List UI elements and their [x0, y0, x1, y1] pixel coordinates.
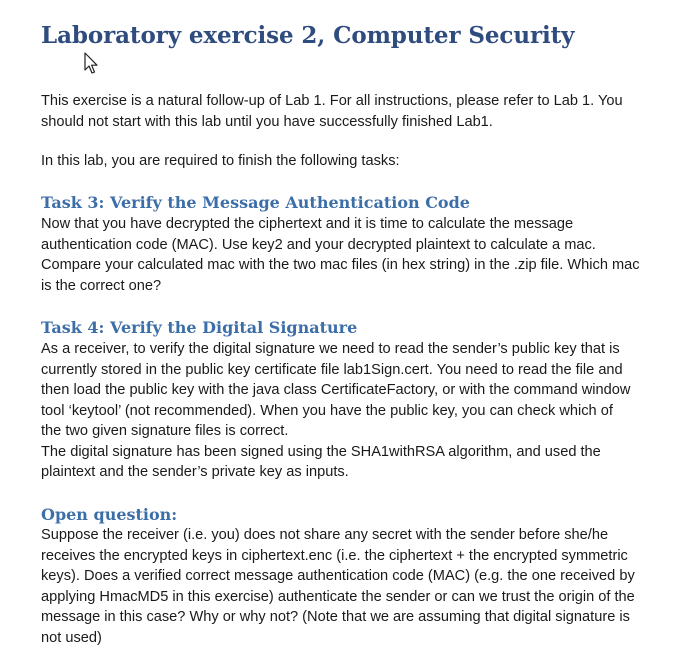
task3-line: is the correct one? — [41, 277, 162, 294]
open-question-heading: Open question: — [41, 505, 178, 524]
task3-line: Compare your calculated mac with the two mac files (in hex string) in the .zip file. Which mac — [41, 257, 640, 273]
task3-line: authentication code (MAC). Use key2 and your decrypted plaintext to calculate a mac. — [41, 236, 596, 253]
task3-paragraph — [41, 214, 691, 296]
task4-line: the two given signature files is correct. — [41, 423, 289, 439]
open-question-line: applying HmacMD5 in this exercise) authenticate the sender or can we trust the origin of the — [41, 588, 635, 605]
open-question-line: receives the encrypted keys in ciphertext.enc (i.e. the ciphertext + the encrypted symmetric — [41, 547, 628, 564]
task4-line: The digital signature has been signed using the SHA1withRSA algorithm, and used the — [41, 443, 601, 460]
task4-line: then load the public key with the java class CertificateFactory, or with the command window — [41, 382, 631, 398]
intro-line: This exercise is a natural follow-up of Lab 1. For all instructions, please refer to Lab 1. You — [41, 93, 623, 109]
task4-paragraph — [41, 339, 691, 483]
open-question-line: message in this case? Why or why not? (Note that we are assuming that digital signature is — [41, 609, 630, 625]
lead-paragraph: In this lab, you are required to finish the following tasks: — [41, 153, 400, 169]
task4-heading: Task 4: Verify the Digital Signature — [41, 318, 358, 337]
intro-line: should not start with this lab until you have successfully finished Lab1. — [41, 113, 493, 130]
task3-line: Now that you have decrypted the ciphertext and it is time to calculate the message — [41, 216, 574, 232]
task4-line: currently stored in the public key certificate file lab1Sign.cert. You need to read the file and — [41, 361, 623, 378]
task4-line: As a receiver, to verify the digital signature we need to read the sender’s public key that is — [41, 341, 620, 357]
mouse-pointer-icon — [83, 52, 101, 76]
open-question-paragraph — [41, 525, 691, 648]
intro-paragraph — [41, 91, 691, 132]
task3-heading: Task 3: Verify the Message Authentication Code — [41, 193, 470, 212]
open-question-line: keys). Does a verified correct message authentication code (MAC) (e.g. the one received by — [41, 568, 635, 584]
page-title: Laboratory exercise 2, Computer Security — [41, 22, 575, 49]
open-question-line: not used) — [41, 629, 102, 646]
task4-line: tool ‘keytool’ (not recommended). When you have the public key, you can check which of — [41, 402, 613, 419]
task4-line: plaintext and the sender’s private key as inputs. — [41, 464, 349, 480]
open-question-line: Suppose the receiver (i.e. you) does not share any secret with the sender before she/he — [41, 527, 609, 543]
